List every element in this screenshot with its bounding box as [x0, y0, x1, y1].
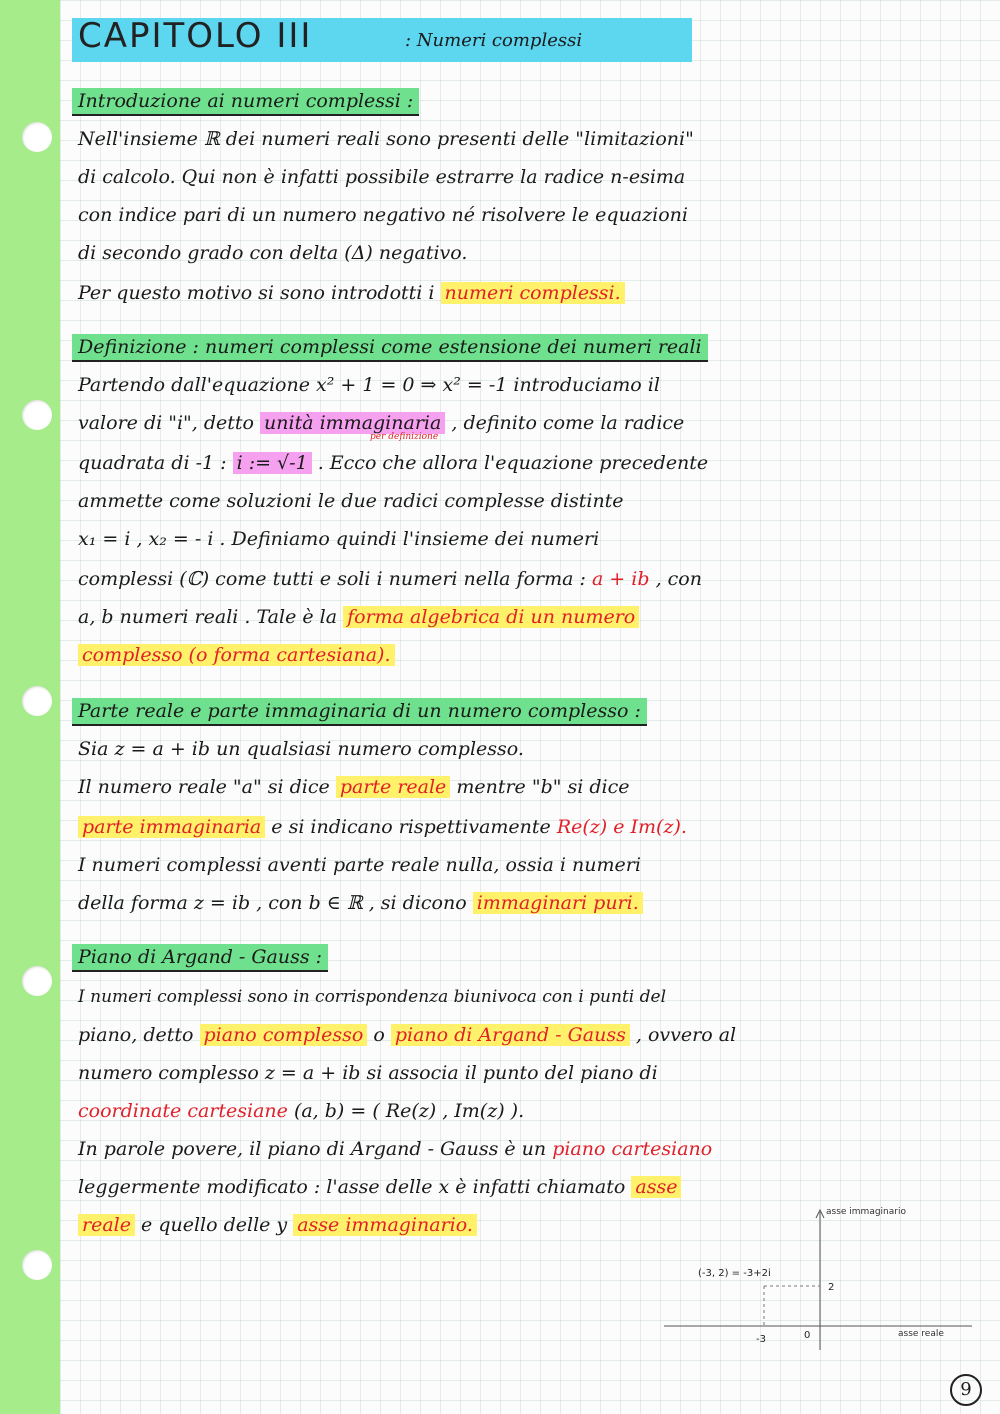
- text-line: I numeri complessi sono in corrispondenza biunivoca con i punti del: [78, 987, 667, 1007]
- highlight-term: parte reale: [336, 776, 450, 798]
- text-line: [78, 814, 687, 840]
- text-line: [78, 890, 643, 916]
- term-red: coordinate cartesiane: [78, 1100, 288, 1122]
- text-fragment: e quello delle y: [141, 1214, 288, 1236]
- highlight-term: immaginari puri.: [473, 892, 643, 914]
- highlight-term: reale: [78, 1214, 135, 1236]
- highlight-term: complesso (o forma cartesiana).: [78, 644, 395, 666]
- text-line: [78, 1136, 712, 1162]
- formula-red: Re(z) e Im(z).: [556, 816, 687, 838]
- point-label: (-3, 2) = -3+2i: [698, 1268, 771, 1279]
- chapter-title: CAPITOLO III: [78, 16, 313, 56]
- highlight-term: piano complesso: [200, 1024, 368, 1046]
- text-line: [78, 642, 395, 668]
- highlight-term: piano di Argand - Gauss: [391, 1024, 630, 1046]
- formula-red: a + ib: [591, 568, 650, 590]
- text-fragment: . Ecco che allora l'equazione precedente: [317, 452, 709, 474]
- highlight-term: forma algebrica di un numero: [343, 606, 639, 628]
- text-line: Sia z = a + ib un qualsiasi numero complesso.: [78, 738, 524, 760]
- text-line: [78, 1098, 524, 1124]
- text-fragment: In parole povere, il piano di Argand - Gauss è un: [78, 1138, 547, 1160]
- text-line: [78, 1022, 736, 1048]
- highlight-term: asse: [631, 1176, 681, 1198]
- text-line: con indice pari di un numero negativo né risolvere le equazioni: [78, 204, 688, 226]
- text-line: Nell'insieme ℝ dei numeri reali sono presenti delle "limitazioni": [78, 128, 694, 150]
- text-fragment: , ovvero al: [635, 1024, 737, 1046]
- text-line: [78, 774, 630, 800]
- text-line: [78, 1174, 681, 1200]
- highlight-formula: i := √-1: [233, 452, 312, 474]
- text-fragment: a, b numeri reali . Tale è la: [78, 606, 338, 628]
- tick-label-x: -3: [756, 1334, 766, 1345]
- section-heading-intro: Introduzione ai numeri complessi :: [72, 88, 419, 116]
- punch-hole: [22, 122, 52, 152]
- text-fragment: mentre "b" si dice: [456, 776, 630, 798]
- text-fragment: della forma z = ib , con b ∈ ℝ , si dicono: [78, 892, 467, 914]
- tick-label-y: 2: [828, 1282, 835, 1293]
- text-line: [78, 1212, 477, 1238]
- text-fragment: , definito come la radice: [451, 412, 685, 434]
- text-fragment: (a, b) = ( Re(z) , Im(z) ).: [293, 1100, 525, 1122]
- text-line: I numeri complessi aventi parte reale nulla, ossia i numeri: [78, 854, 641, 876]
- text-line: [78, 604, 639, 630]
- text-line: ammette come soluzioni le due radici complesse distinte: [78, 490, 624, 512]
- highlight-term: numeri complessi.: [441, 282, 625, 304]
- chapter-subtitle: : Numeri complessi: [405, 30, 583, 51]
- x-axis-label: asse reale: [898, 1329, 944, 1339]
- text-fragment: piano, detto: [78, 1024, 194, 1046]
- page-number: 9: [950, 1374, 982, 1406]
- text-line: [78, 450, 708, 476]
- text-line: [78, 566, 702, 592]
- text-fragment: leggermente modificato : l'asse delle x è infatti chiamato: [78, 1176, 626, 1198]
- text-fragment: quadrata di -1 :: [78, 452, 227, 474]
- text-line: di secondo grado con delta (Δ) negativo.: [78, 242, 468, 264]
- text-line: numero complesso z = a + ib si associa il punto del piano di: [78, 1062, 658, 1084]
- binder-strip: [0, 0, 60, 1414]
- punch-hole: [22, 1250, 52, 1280]
- punch-hole: [22, 966, 52, 996]
- text-fragment: Il numero reale "a" si dice: [78, 776, 330, 798]
- origin-label: 0: [804, 1330, 811, 1341]
- text-fragment: o: [373, 1024, 385, 1046]
- section-heading-parts: Parte reale e parte immaginaria di un numero complesso :: [72, 698, 647, 726]
- text-fragment: Per questo motivo si sono introdotti i: [78, 282, 435, 304]
- text-line: Partendo dall'equazione x² + 1 = 0 ⇒ x² = -1 introduciamo il: [78, 374, 660, 396]
- text-fragment: e si indicano rispettivamente: [271, 816, 551, 838]
- text-line: [78, 280, 625, 306]
- text-line: x₁ = i , x₂ = - i . Definiamo quindi l'insieme dei numeri: [78, 528, 600, 550]
- highlight-term: unità immaginaria: [260, 412, 445, 434]
- margin-note: per definizione: [370, 432, 439, 442]
- text-fragment: , con: [655, 568, 702, 590]
- argand-plane-sketch: [660, 1200, 980, 1360]
- y-axis-label: asse immaginario: [826, 1207, 906, 1217]
- highlight-term: asse immaginario.: [293, 1214, 477, 1236]
- text-fragment: complessi (ℂ) come tutti e soli i numeri nella forma :: [78, 568, 586, 590]
- section-heading-argand: Piano di Argand - Gauss :: [72, 944, 328, 972]
- text-line: di calcolo. Qui non è infatti possibile estrarre la radice n-esima: [78, 166, 686, 188]
- punch-hole: [22, 400, 52, 430]
- term-red: piano cartesiano: [552, 1138, 713, 1160]
- text-fragment: valore di "i", detto: [78, 412, 254, 434]
- punch-hole: [22, 686, 52, 716]
- section-heading-definition: Definizione : numeri complessi come estensione dei numeri reali: [72, 334, 708, 362]
- highlight-term: parte immaginaria: [78, 816, 265, 838]
